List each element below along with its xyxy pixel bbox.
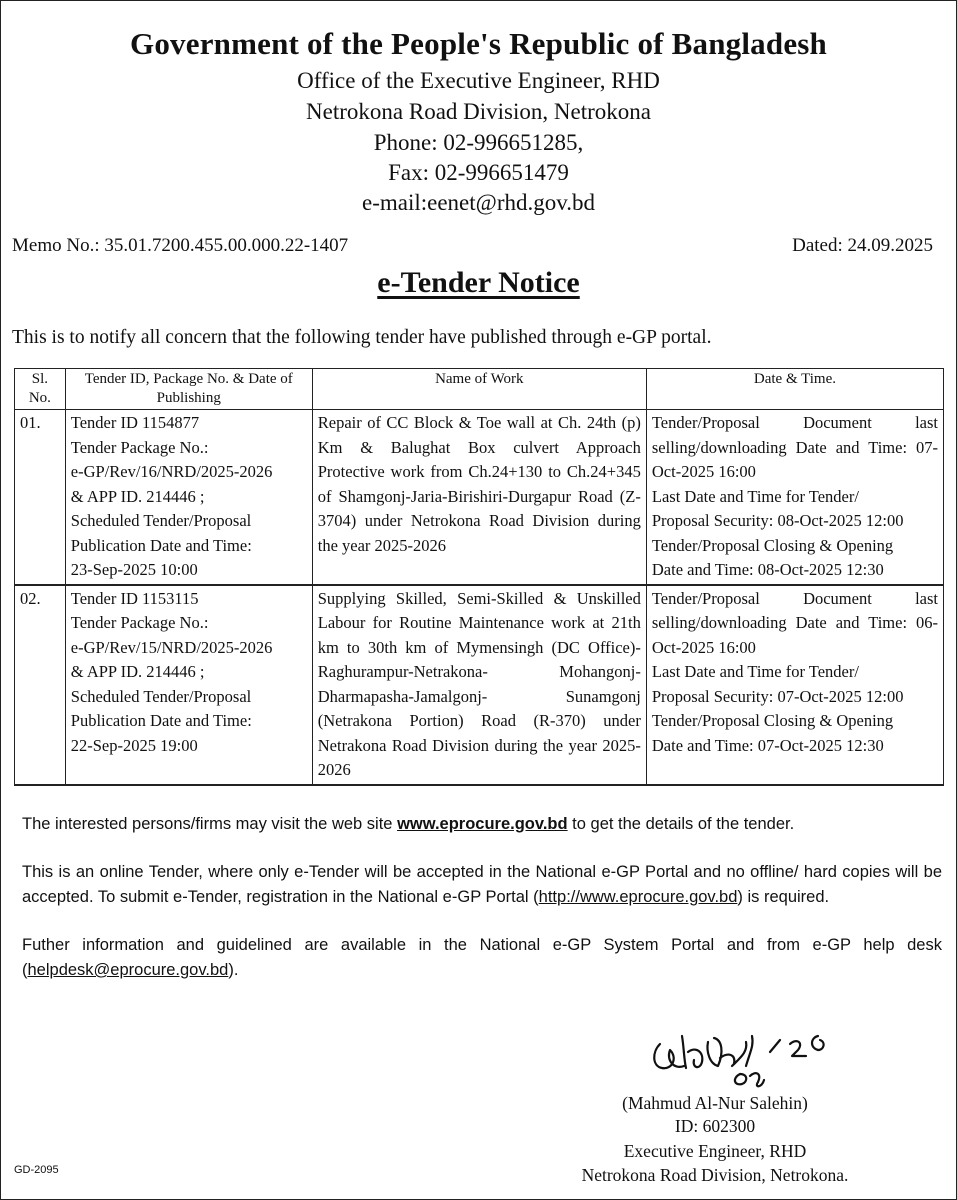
- fax-number: Fax: 02-996651479: [388, 160, 569, 185]
- signer-designation: Executive Engineer, RHD: [623, 1141, 807, 1161]
- phone-number: Phone: 02-996651285,: [373, 130, 584, 155]
- para1-text-end: to get the details of the tender.: [567, 815, 795, 833]
- table-header-row: [15, 369, 944, 410]
- signer-id: ID: 602300: [674, 1116, 756, 1136]
- helpdesk-email-link[interactable]: helpdesk@eprocure.gov.bd: [27, 961, 229, 979]
- document-code: GD-2095: [14, 1164, 59, 1176]
- para3-text: Futher information and guidelined are available in the National e-GP System Portal and from e-GP help desk (: [22, 936, 942, 979]
- memo-number: Memo No.: 35.01.7200.455.00.000.22-1407: [12, 235, 349, 256]
- government-heading: Government of the People's Republic of Bangladesh: [130, 26, 827, 61]
- online-tender-paragraph: [22, 860, 942, 910]
- row-work-name: Supplying Skilled, Semi-Skilled & Unskilled Labour for Routine Maintenance work at 21th km to 30th km of Mymensingh (DC Office)- Raghurampur-Netrakona- Mohangonj- Dharmapasha-Jamalgonj- Sunamgonj (Netrakona Portion) Road (R-370) under Netrakona Road Division during the year 2025-2026: [312, 585, 646, 785]
- eprocure-link[interactable]: www.eprocure.gov.bd: [397, 815, 568, 833]
- row-date-time: Tender/Proposal Document last selling/downloading Date and Time: 07-Oct-2025 16:00 Last Date and Time for Tender/ Proposal Security: 08-Oct-2025 12:00 Tender/Proposal Closing & Opening Date and Time: 08-Oct-2025 12:30: [646, 410, 943, 585]
- row-sl: 02.: [15, 585, 66, 785]
- intro-text: This is to notify all concern that the following tender have published through e-GP portal.: [12, 327, 712, 348]
- para1-text: The interested persons/firms may visit the web site: [22, 815, 398, 833]
- para3-text-end: ).: [228, 961, 239, 979]
- notice-title: e-Tender Notice: [377, 266, 580, 299]
- office-name: Office of the Executive Engineer, RHD: [297, 68, 660, 93]
- row-date-time: Tender/Proposal Document last selling/downloading Date and Time: 06-Oct-2025 16:00 Last Date and Time for Tender/ Proposal Security: 07-Oct-2025 12:00 Tender/Proposal Closing & Opening Date and Time: 07-Oct-2025 12:30: [646, 585, 943, 785]
- row-tender-info: Tender ID 1154877 Tender Package No.: e-GP/Rev/16/NRD/2025-2026 & APP ID. 214446 ; Scheduled Tender/Proposal Publication Date and Time: 23-Sep-2025 10:00: [65, 410, 312, 585]
- header-sl: Sl. No.: [15, 369, 66, 410]
- header-datetime: Date & Time.: [646, 369, 943, 410]
- row-sl: 01.: [15, 410, 66, 585]
- email-address: e-mail:eenet@rhd.gov.bd: [362, 190, 595, 215]
- table-row: [15, 585, 944, 785]
- memo-date: Dated: 24.09.2025: [792, 235, 933, 256]
- row-work-name: Repair of CC Block & Toe wall at Ch. 24th (p) Km & Balughat Box culvert Approach Protective work from Ch.24+130 to Ch.24+345 of Shamgonj-Jaria-Birishiri-Durgapur Road (Z-3704) under Netrokona Road Division during the year 2025-2026: [312, 410, 646, 585]
- row-tender-info: Tender ID 1153115 Tender Package No.: e-GP/Rev/15/NRD/2025-2026 & APP ID. 214446 ; Scheduled Tender/Proposal Publication Date and Time: 22-Sep-2025 19:00: [65, 585, 312, 785]
- header-work: Name of Work: [312, 369, 646, 410]
- helpdesk-paragraph: [22, 933, 942, 983]
- para2-text-end: ) is required.: [737, 888, 830, 906]
- table-row: [15, 410, 944, 585]
- tender-table: [14, 368, 944, 786]
- header-tender: Tender ID, Package No. & Date of Publishing: [65, 369, 312, 410]
- signer-office: Netrokona Road Division, Netrokona.: [581, 1165, 849, 1185]
- eprocure-portal-link[interactable]: http://www.eprocure.gov.bd: [538, 888, 738, 906]
- website-paragraph: [22, 812, 942, 837]
- signer-name: (Mahmud Al-Nur Salehin): [622, 1093, 808, 1113]
- para2-text: This is an online Tender, where only e-Tender will be accepted in the National e-GP Portal and no offline/ hard copies will be accepted. To submit e-Tender, registration in the National e-GP Portal (: [22, 863, 942, 906]
- division-name: Netrokona Road Division, Netrokona: [306, 99, 651, 124]
